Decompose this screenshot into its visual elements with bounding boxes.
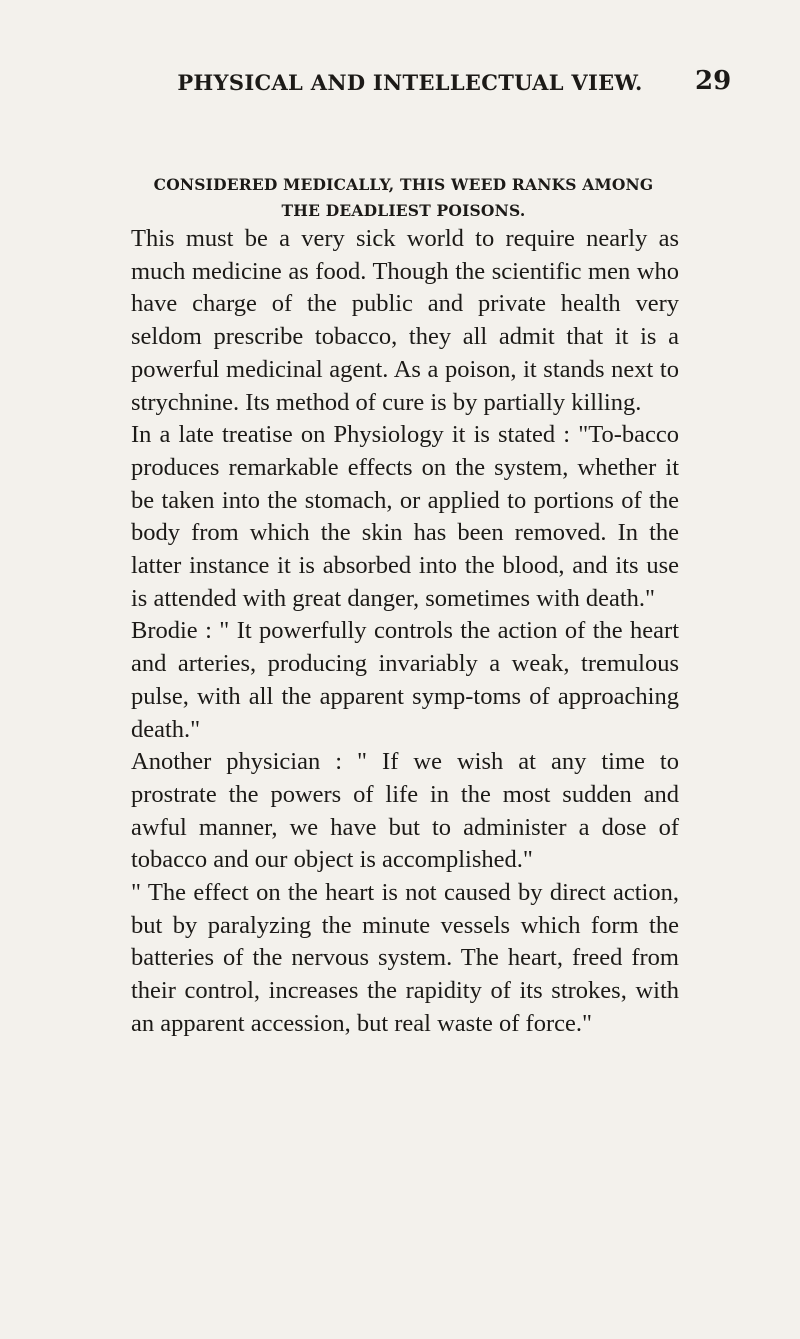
section-heading bbox=[131, 172, 676, 224]
page-number: 29 bbox=[695, 66, 732, 96]
paragraph-5: " The effect on the heart is not caused by direct action, but by paralyzing the minute vessels which form the batteries of the nervous system. The heart, freed from their control, increases the rapidity of its strokes, with an apparent accession, but real waste of force." bbox=[131, 879, 679, 1037]
section-heading-line-1: CONSIDERED MEDICALLY, THIS WEED RANKS AMONG bbox=[153, 175, 654, 194]
section-heading-line-2: THE DEADLIEST POISONS. bbox=[281, 201, 526, 220]
paragraph-4: Another physician : " If we wish at any time to prostrate the powers of life in the most sudden and awful manner, we have but to administer a dose of tobacco and our object is accomplished." bbox=[131, 748, 679, 874]
paragraph-3: Brodie : " It powerfully controls the action of the heart and arteries, producing invariably a weak, tremulous pulse, with all the apparent symp-toms of approaching death." bbox=[131, 617, 679, 743]
paragraph-2: In a late treatise on Physiology it is stated : "To-bacco produces remarkable effects on the system, whether it be taken into the stomach, or applied to portions of the body from which the skin has been removed. In the latter instance it is absorbed into the blood, and its use is attended with great danger, sometimes with death." bbox=[131, 421, 679, 612]
paragraph-1: This must be a very sick world to require nearly as much medicine as food. Though the scientific men who have charge of the public and private health very seldom prescribe tobacco, they all admit that it is a powerful medicinal agent. As a poison, it stands next to strychnine. Its method of cure is by partially killing. bbox=[131, 225, 679, 416]
running-head: PHYSICAL AND INTELLECTUAL VIEW. bbox=[177, 70, 643, 95]
body-text bbox=[131, 223, 679, 1041]
